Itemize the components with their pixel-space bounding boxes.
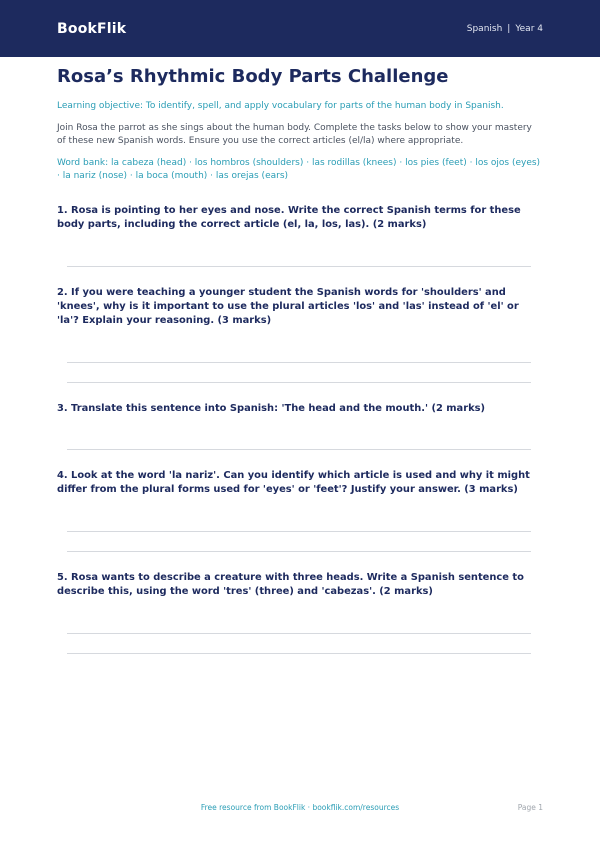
answer-line[interactable]	[67, 449, 531, 450]
question-2: 2. If you were teaching a younger student the Spanish words for 'shoulders' and 'knees', why is it important to use the plural articles 'los' and 'las' instead of 'el' or 'la'? Explain your reasoning. (3 marks)	[57, 287, 519, 326]
worksheet-title: Rosa’s Rhythmic Body Parts Challenge	[57, 66, 449, 87]
page-header	[0, 0, 600, 57]
year-label: Year 4	[515, 23, 543, 34]
answer-line[interactable]	[67, 266, 531, 267]
answer-line[interactable]	[67, 653, 531, 654]
subject-label: Spanish	[466, 23, 503, 34]
intro-text: Join Rosa the parrot as she sings about the human body. Complete the tasks below to show your mastery of these new Spanish words. Ensure you use the correct articles (el/la) where appropriate.	[57, 123, 532, 146]
question-1: 1. Rosa is pointing to her eyes and nose. Write the correct Spanish terms for these body parts, including the correct article (el, la, los, las). (2 marks)	[57, 205, 521, 230]
question-4: 4. Look at the word 'la nariz'. Can you identify which article is used and why it might differ from the plural forms used for 'eyes' or 'feet'? Justify your answer. (3 marks)	[57, 470, 530, 495]
footer-credit[interactable]: Free resource from BookFlik · bookflik.com/resources	[200, 803, 400, 812]
question-5: 5. Rosa wants to describe a creature with three heads. Write a Spanish sentence to describe this, using the word 'tres' (three) and 'cabezas'. (2 marks)	[57, 572, 524, 597]
answer-line[interactable]	[67, 382, 531, 383]
worksheet-intro	[57, 64, 543, 183]
answer-line[interactable]	[67, 362, 531, 363]
subject-year-label	[467, 24, 543, 34]
learning-objective: Learning objective: To identify, spell, and apply vocabulary for parts of the human body in Spanish.	[57, 101, 504, 111]
answer-line[interactable]	[67, 633, 531, 634]
question-3: 3. Translate this sentence into Spanish: 'The head and the mouth.' (2 marks)	[57, 403, 486, 414]
separator: |	[507, 23, 511, 34]
page-number: Page 1	[517, 803, 543, 812]
answer-line[interactable]	[67, 531, 531, 532]
answer-line[interactable]	[67, 551, 531, 552]
brand-logo: BookFlik	[57, 20, 127, 37]
word-bank: Word bank: la cabeza (head) · los hombros (shoulders) · las rodillas (knees) · los pies (feet) · los ojos (eyes) · la nariz (nose) · la boca (mouth) · las orejas (ears)	[57, 158, 541, 181]
